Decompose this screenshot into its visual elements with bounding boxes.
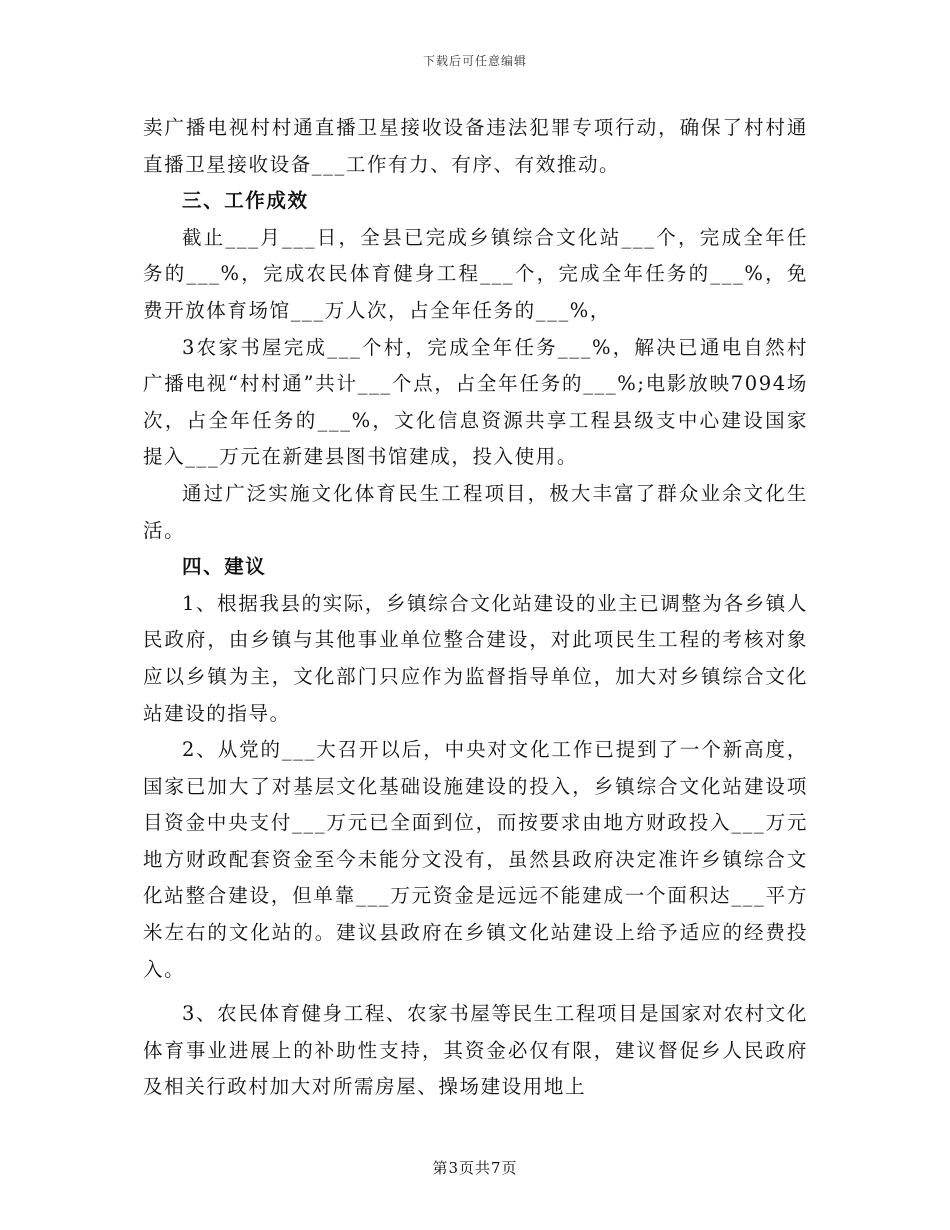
- paragraph-suggestion-3: 3、农民体育健身工程、农家书屋等民生工程项目是国家对农村文化体育事业进展上的补助性支持，其资金必仅有限，建议督促乡人民政府及相关行政村加大对所需房屋、操场建设用地上: [143, 1002, 808, 1099]
- paragraph-suggestion-1: 1、根据我县的实际，乡镇综合文化站建设的业主已调整为各乡镇人民政府，由乡镇与其他事业单位整合建设，对此项民生工程的考核对象应以乡镇为主，文化部门只应作为监督指导单位，加大对乡镇综合文化站建设的指导。: [143, 591, 808, 725]
- paragraph-suggestion-2: 2、从党的___大召开以后，中央对文化工作已提到了一个新高度，国家已加大了对基层文化基础设施建设的投入，乡镇综合文化站建设项目资金中央支付___万元已全面到位，而按要求由地方财政投入___万元地方财政配套资金至今未能分文没有，虽然县政府决定准许乡镇综合文化站整合建设，但单靠___万元资金是远远不能建成一个面积达___平方米左右的文化站的。建议县政府在乡镇文化站建设上给予适应的经费投入。: [143, 738, 808, 981]
- section-heading-suggestions: 四、建议: [182, 555, 267, 579]
- paragraph-results-summary: 通过广泛实施文化体育民生工程项目，极大丰富了群众业余文化生活。: [143, 481, 808, 542]
- page-header: 下载后可任意编辑: [422, 54, 527, 68]
- paragraph-continuation: 卖广播电视村村通直播卫星接收设备违法犯罪专项行动，确保了村村通直播卫星接收设备___工作有力、有序、有效推动。: [143, 116, 808, 176]
- document-body: [143, 110, 808, 1106]
- paragraph-results-library: 3农家书屋完成___个村，完成全年任务___%，解决已通电自然村广播电视“村村通”共计___个点，占全年任务的___%;电影放映7094场次，占全年任务的___%，文化信息资源共享工程县级支中心建设国家提入___万元在新建县图书馆建成，投入使用。: [143, 335, 808, 469]
- paragraph-results-stats: 截止___月___日，全县已完成乡镇综合文化站___个，完成全年任务的___%，完成农民体育健身工程___个，完成全年任务的___%，免费开放体育场馆___万人次，占全年任务的___%，: [143, 225, 808, 322]
- page-number: 第3页共7页: [432, 1159, 518, 1177]
- section-heading-results: 三、工作成效: [182, 189, 309, 213]
